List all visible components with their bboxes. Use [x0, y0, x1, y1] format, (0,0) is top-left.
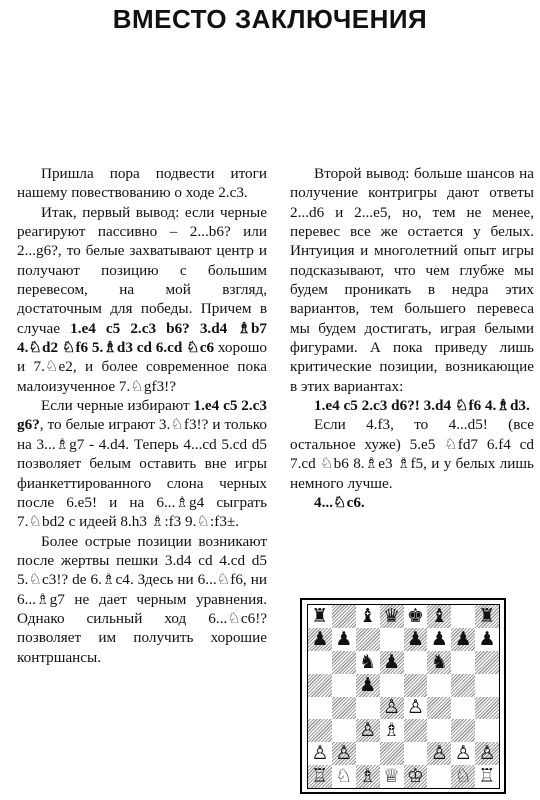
square-g8 [451, 605, 475, 628]
square-g7 [451, 628, 475, 651]
paragraph [17, 203, 267, 396]
paragraph: Пришла пора подвести итоги нашему повествованию о ходе 2.c3. [17, 165, 267, 202]
square-d4 [380, 697, 404, 720]
paragraph: Второй вывод: больше шансов на получение контригры дают ответы 2...d6 и 2...e5, но, тем не менее, перевес все же остается у белых. Интуиция и многолетний опыт игры подсказывают, что чем глубже мы будем проникать в недра этих вариантов, тем большего перевеса мы будем достигать, играя белыми фигурами. А пока приведу лишь критические позиции, возникающие в этих вариантах: [290, 165, 534, 395]
square-d5 [380, 674, 404, 697]
chess-piece-icon: ♝ [359, 604, 377, 627]
square-g1 [451, 765, 475, 788]
chess-piece-icon: ♟ [359, 673, 377, 696]
square-e8 [404, 605, 428, 628]
chess-piece-icon: ♛ [383, 604, 401, 627]
square-h3 [475, 719, 499, 742]
square-d1 [380, 765, 404, 788]
square-d2 [380, 742, 404, 765]
square-c5 [356, 674, 380, 697]
square-d3 [380, 719, 404, 742]
chess-piece-icon: ♙ [335, 742, 353, 765]
square-f8 [427, 605, 451, 628]
chess-piece-icon: ♟ [478, 627, 496, 650]
square-a3 [308, 719, 332, 742]
square-a2 [308, 742, 332, 765]
square-c4 [356, 697, 380, 720]
square-h7 [475, 628, 499, 651]
square-c8 [356, 605, 380, 628]
move-sequence: 1.e4 c5 2.c3 g6? [17, 397, 268, 434]
chess-piece-icon: ♘ [335, 765, 353, 788]
chess-board [307, 604, 500, 789]
square-h4 [475, 697, 499, 720]
square-e7 [404, 628, 428, 651]
paragraph-text: хорошо и 7.♘e2, и более современное пока малоизученное 7.♘gf3!? [17, 339, 268, 395]
square-f2 [427, 742, 451, 765]
chess-piece-icon: ♙ [359, 719, 377, 742]
square-h8 [475, 605, 499, 628]
square-a4 [308, 697, 332, 720]
paragraph [17, 396, 267, 531]
chess-piece-icon: ♚ [406, 604, 424, 627]
chess-piece-icon: ♖ [478, 765, 496, 788]
paragraph-text: Если черные избирают [41, 397, 190, 415]
move-sequence: 4...♘c6. [314, 493, 365, 511]
right-column [290, 164, 534, 512]
move-sequence: 1.e4 c5 2.c3 b6? 3.d4 ♗b7 4.♘d2 ♘f6 5.♗d3 cd 6.cd ♘c6 [17, 319, 267, 357]
chess-piece-icon: ♟ [454, 627, 472, 650]
chess-piece-icon: ♝ [430, 604, 448, 627]
square-a5 [308, 674, 332, 697]
square-h5 [475, 674, 499, 697]
square-g2 [451, 742, 475, 765]
square-b5 [332, 674, 356, 697]
square-g4 [451, 697, 475, 720]
chess-piece-icon: ♙ [311, 742, 329, 765]
square-h2 [475, 742, 499, 765]
square-f1 [427, 765, 451, 788]
square-e3 [404, 719, 428, 742]
move-sequence: 1.e4 c5 2.c3 d6?! 3.d4 ♘f6 4.♗d3. [314, 397, 530, 415]
square-c1 [356, 765, 380, 788]
page-title: ВМЕСТО ЗАКЛЮЧЕНИЯ [112, 4, 428, 34]
chess-piece-icon: ♜ [311, 604, 329, 627]
paragraph: Если 4.f3, то 4...d5! (все остальное хуже) 5.e5 ♘fd7 6.f4 cd 7.cd ♘b6 8.♗e3 ♗f5, и у белых лишь немного лучше. [290, 416, 534, 492]
square-f4 [427, 697, 451, 720]
square-e6 [404, 651, 428, 674]
square-b8 [332, 605, 356, 628]
chess-piece-icon: ♟ [430, 627, 448, 650]
square-b7 [332, 628, 356, 651]
square-c3 [356, 719, 380, 742]
square-h6 [475, 651, 499, 674]
square-c7 [356, 628, 380, 651]
square-h1 [475, 765, 499, 788]
square-f6 [427, 651, 451, 674]
square-a1 [308, 765, 332, 788]
chess-piece-icon: ♘ [454, 765, 472, 788]
square-e4 [404, 697, 428, 720]
square-d7 [380, 628, 404, 651]
square-f7 [427, 628, 451, 651]
square-f5 [427, 674, 451, 697]
paragraph: Более острые позиции возникают после жертвы пешки 3.d4 cd 4.cd d5 5.♘c3!? de 6.♗c4. Здесь ни 6...♘f6, ни 6...♗g7 не дает черным уравнения. Однако сильный ход 6...♘c6!? позволяет им получить хорошие контршансы. [17, 532, 267, 666]
square-b6 [332, 651, 356, 674]
square-c2 [356, 742, 380, 765]
square-d8 [380, 605, 404, 628]
square-b3 [332, 719, 356, 742]
square-g5 [451, 674, 475, 697]
square-d6 [380, 651, 404, 674]
chess-piece-icon: ♗ [383, 719, 401, 742]
chess-piece-icon: ♟ [406, 627, 424, 650]
square-e1 [404, 765, 428, 788]
chess-piece-icon: ♜ [478, 604, 496, 627]
square-a6 [308, 651, 332, 674]
square-c6 [356, 651, 380, 674]
square-f3 [427, 719, 451, 742]
square-a8 [308, 605, 332, 628]
square-e2 [404, 742, 428, 765]
chess-piece-icon: ♟ [383, 650, 401, 673]
paragraph-text: Итак, первый вывод: если черные реагируют пассивно – 2...b6? или 2...g6?, то белые захватывают центр и получают позицию с большим перевесом, на мой взгляд, достаточным для победы. Причем в случае [17, 203, 267, 337]
left-column [17, 164, 267, 667]
square-g6 [451, 651, 475, 674]
chess-piece-icon: ♙ [430, 742, 448, 765]
chess-piece-icon: ♞ [359, 650, 377, 673]
paragraph-text: , то белые играют 3.♘f3!? и только на 3...♗g7 - 4.d4. Теперь 4...cd 5.cd d5 позволяет белым оставить вне игры фианкеттированного слона черных после 6.e5! и на 6...♗g4 сыграть 7.♘bd2 с идеей 8.h3 ♗:f3 9.♘:f3±. [17, 416, 267, 531]
chess-piece-icon: ♟ [311, 627, 329, 650]
chess-piece-icon: ♙ [383, 696, 401, 719]
square-b2 [332, 742, 356, 765]
chess-piece-icon: ♙ [454, 742, 472, 765]
square-g3 [451, 719, 475, 742]
square-e5 [404, 674, 428, 697]
chess-piece-icon: ♞ [430, 650, 448, 673]
square-b4 [332, 697, 356, 720]
chess-piece-icon: ♙ [406, 696, 424, 719]
chess-diagram [300, 598, 506, 794]
chess-piece-icon: ♕ [383, 765, 401, 788]
chess-piece-icon: ♟ [335, 627, 353, 650]
chess-piece-icon: ♔ [406, 765, 424, 788]
square-a7 [308, 628, 332, 651]
chess-piece-icon: ♗ [359, 765, 377, 788]
chess-piece-icon: ♙ [478, 742, 496, 765]
square-b1 [332, 765, 356, 788]
chess-piece-icon: ♖ [311, 765, 329, 788]
